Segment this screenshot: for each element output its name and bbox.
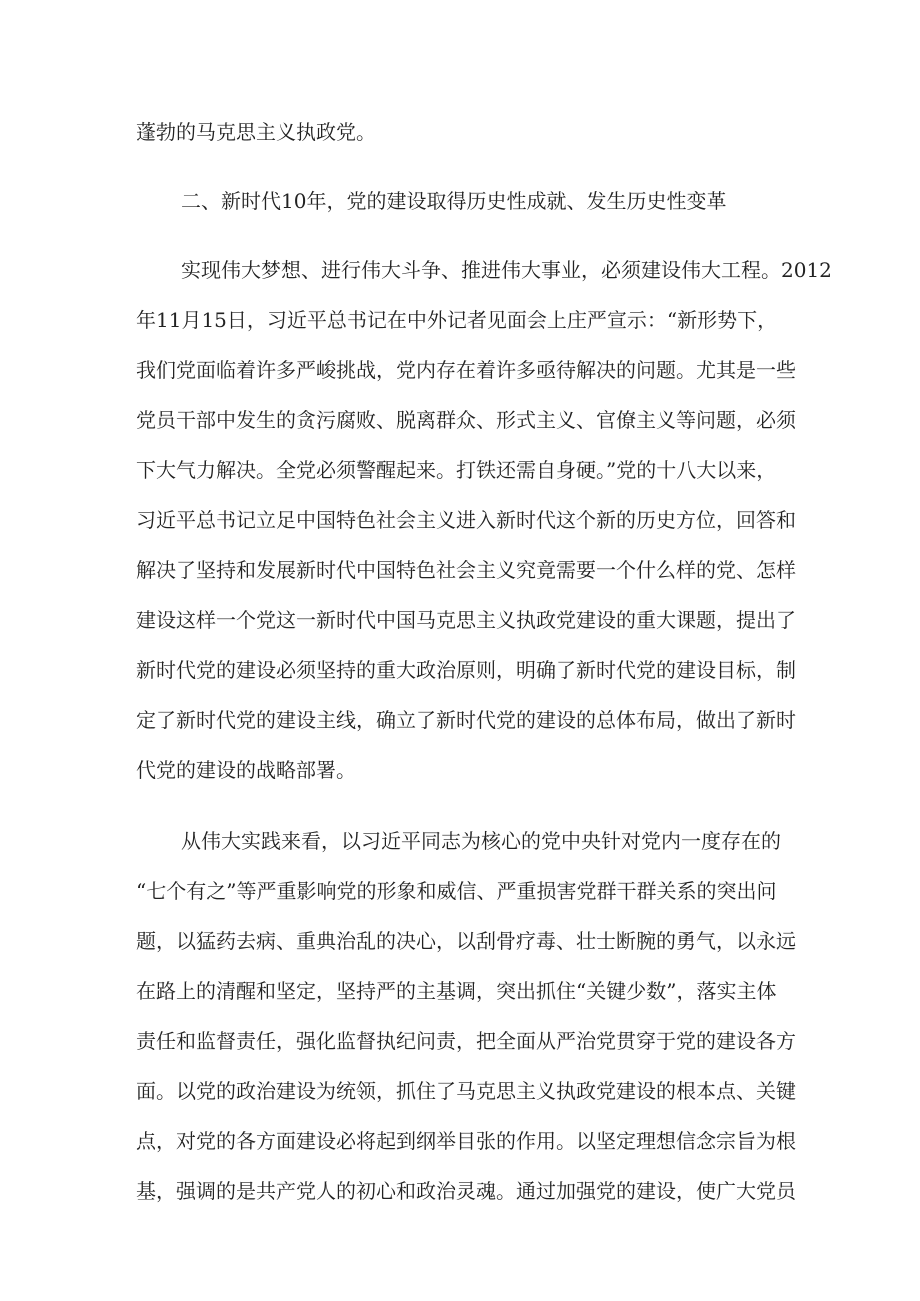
paragraph-line: 新时代党的建设必须坚持的重大政治原则，明确了新时代党的建设目标，制: [136, 658, 796, 682]
paragraph-line: 建设这样一个党这一新时代中国马克思主义执政党建设的重大课题，提出了: [136, 608, 796, 632]
paragraph-line: 定了新时代党的建设主线，确立了新时代党的建设的总体布局，做出了新时: [136, 708, 796, 732]
section-heading: 二、新时代10年，党的建设取得历史性成就、发生历史性变革: [181, 189, 727, 213]
paragraph-line: 点，对党的各方面建设必将起到纲举目张的作用。以坚定理想信念宗旨为根: [136, 1129, 796, 1153]
paragraph-line: 基，强调的是共产党人的初心和政治灵魂。通过加强党的建设，使广大党员: [136, 1179, 796, 1203]
paragraph-line: 实现伟大梦想、进行伟大斗争、推进伟大事业，必须建设伟大工程。2012: [181, 258, 832, 282]
paragraph-line: 题，以猛药去病、重典治乱的决心，以刮骨疗毒、壮士断腕的勇气，以永远: [136, 929, 796, 953]
paragraph-line: 年11月15日，习近平总书记在中外记者见面会上庄严宣示：“新形势下，: [136, 308, 778, 332]
paragraph-line: 面。以党的政治建设为统领，抓住了马克思主义执政党建设的根本点、关键: [136, 1079, 796, 1103]
paragraph-line: 从伟大实践来看，以习近平同志为核心的党中央针对党内一度存在的: [181, 829, 781, 853]
paragraph-line: 解决了坚持和发展新时代中国特色社会主义究竟需要一个什么样的党、怎样: [136, 558, 796, 582]
paragraph-line: 在路上的清醒和坚定，坚持严的主基调，突出抓住“关键少数”，落实主体: [136, 979, 777, 1003]
paragraph-line: 责任和监督责任，强化监督执纪问责，把全面从严治党贯穿于党的建设各方: [136, 1029, 796, 1053]
paragraph-line: 下大气力解决。全党必须警醒起来。打铁还需自身硬。”党的十八大以来，: [136, 458, 777, 482]
paragraph-line: “七个有之”等严重影响党的形象和威信、严重损害党群干群关系的突出问: [136, 879, 777, 903]
paragraph-line: 代党的建设的战略部署。: [136, 758, 356, 782]
paragraph-line: 习近平总书记立足中国特色社会主义进入新时代这个新的历史方位，回答和: [136, 508, 796, 532]
paragraph-line: 我们党面临着许多严峻挑战，党内存在着许多亟待解决的问题。尤其是一些: [136, 358, 796, 382]
paragraph-line: 党员干部中发生的贪污腐败、脱离群众、形式主义、官僚主义等问题，必须: [136, 408, 796, 432]
paragraph-line: 蓬勃的马克思主义执政党。: [136, 120, 376, 144]
